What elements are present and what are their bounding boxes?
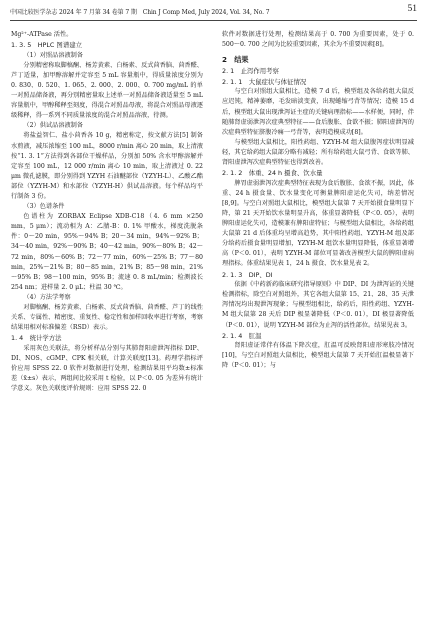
section-heading-2-1-1: 2. 1. 1 大鼠症状与体征情况 xyxy=(222,77,307,86)
subheading-reference-solution: （1）对照品溶液制备 xyxy=(23,51,84,59)
paragraph-symptoms-a: 与空白对照组大鼠相比，造模 7 d 后，模型组及各给药组大鼠反应迟钝，精神萎靡，毛发暗淡变黄，出现蜷缩弓背等情况；造模 15 d 后，模型组大鼠出现泄泻证主症的关键病理指标——水样便，同时，伴随肺肾虚弱泄泻次症典型特征——食后腹胀、食欲不振；肺阳虚泄泻的次症典型特征脐腹冷痛一弓背等，表明造模成功[8]。 xyxy=(222,88,414,136)
paragraph-anal-temperature: 肾阳虚证常伴有体温下降次症，肛温可反映肾阳虚形寒肢冷情况[10]，与空白对照组大鼠相比，模型组大鼠第 7 天开始肛温极显著下降（P＜0. 01）；与 xyxy=(222,342,414,370)
paragraph-mg-atpase: Mg²⁺-ATPase 活性。 xyxy=(11,31,73,38)
section-heading-2-1: 2. 1 止泻作用考察 xyxy=(222,67,279,76)
paragraph-methodology: 对脚槁酮、杨芳黄素、白杨素、反式茴香脑、茴香醛、芦丁的线性关系、专属性、精密度、重复性、稳定性和加样回收率进行考察，考察结果用相对标准偏差（RSD）表示。 xyxy=(11,304,203,332)
page-number: 51 xyxy=(407,4,417,14)
subheading-chromatography: （3）色谱条件 xyxy=(23,203,65,211)
section-heading-2-1-2: 2. 1. 2 体重、24 h 摄食、饮水量 xyxy=(222,169,323,178)
paragraph-test-solution: 将盐益智仁、盐小茴香各 10 g，精密称定，按文献方法[5] 制备水煎液，减压浓缩至 100 mL，8000 r/min 离心 20 min，取上清液按“1. 3. 1”方法得到各部位干燥样品，分别加 50% 含水甲醇溶解并定容至 100 mL，12 000 r/min 离心 10 min，取上清液过 0. 22 μm 微孔滤膜，即分别得到 YZYH 石油醚部位（YZYH-L）、乙酸乙酯部位（YZYH-M）和水部位（YZYH-H）供试品溶液。每个样品均平行制备 3 份。 xyxy=(11,132,203,200)
journal-citation: 中国比较医学杂志 2024 年 7 月第 34 卷第 7 期 Chin J Comp Med, July 2024, Vol. 34, No. 7 xyxy=(10,9,270,16)
paragraph-statistics-continued: 软件对数据进行处理，检测结果高于 0. 700 为重要因素，处于 0. 500～0. 700 之间为比较重要因素，其余为不重要因素[8]。 xyxy=(222,31,414,49)
section-heading-2-1-3: 2. 1. 3 DIP、DI xyxy=(222,270,273,279)
right-column xyxy=(222,30,414,372)
section-heading-1-3-5: 1. 3. 5 HPLC 图谱建立 xyxy=(11,41,82,50)
running-header xyxy=(10,4,417,21)
subheading-methodology: （4）方法学考察 xyxy=(23,293,71,301)
section-heading-2-results: 2 结果 xyxy=(222,55,249,65)
left-column xyxy=(11,30,203,394)
paragraph-statistics: 采用灰色关联法，将分析样品分别与其肺肾阳虚泄泻指标 DIP、DI、NOS、cGMP、CPK 相关联，计算关联度[13]。药理学指标评价应用 SPSS 22. 0 软件对数据进行处理，检测结果用平均数±标准差（x̄±s）表示，两组间比较采用 t 检验，以 P＜0. 05 为差异有统计学意义。灰色关联度评价规则：应用 SPSS 22. 0 xyxy=(11,344,203,393)
paragraph-weight-intake: 脾胃虚弱泄泻次症典型特征表现为食后腹胀、食欲不振，因此，体重、24 h 摄食量、饮水量变化可衡量脾阳虚运化失司，纳差情况[8,9]。与空白对照组大鼠相比，模型组大鼠第 7 天开始摄食量明显下降，第 21 天开始饮水量明显升高，体重显著降低（P＜0. 05），表明脾阳虚运化失司，造模兼有脾阳虚特征；与模型组大鼠相比，各给药组大鼠第 21 d 后体重均呈增高趋势，其中阳性药组、YZYH-M 组及部分给药后摄食量明显增加，YZYH-M 组饮水量明显降低，体重显著增高（P＜0. 01），表明 YZYH-M 部位可显著改善模型大鼠的脾阳虚病理指标。体重结果见表 1，24 h 摄食、饮水量见表 2。 xyxy=(222,179,414,268)
paragraph-symptoms-b: 与模型组大鼠相比，阳性药组、YZYH-M 组大鼠腹泻症状明显减轻，其它给药组大鼠部分略有减轻；所有给药组大鼠弓背、食欲等肺、肾阳虚泄泻次症典型特征也得到改善。 xyxy=(222,138,414,167)
section-heading-2-1-4: 2. 1. 4 肛温 xyxy=(222,331,262,340)
paragraph-chromatography: 色谱柱为 ZORBAX Eclipse XDB-C18（4. 6 mm ×250 mm，5 μm）；流动相为 A：乙腈-B：0. 1% 甲酸水，梯度洗脱条件：0～20 min，95%～94% B；20～34 min，94%～92% B；34～40 min，92%～90% B；40～42 min，90%～80% B；42～72 min，80%～60% B；72～77 min，60%～25% B；77～80 min，25%～21% B；80～85 min，21% B；85～98 min，21%～95% B；98～100 min，95% B；流速 0. 8 mL/min；检测波长 254 nm；进样量 2. 0 μL；柱温 30 ℃。 xyxy=(11,213,203,291)
paragraph-dip-di: 依据《中药新药临床研究指导原则》中 DIP、DI 为泄泻证的关键检测指标，除空白对照组外，其它各组大鼠第 15、21、28、35 天泄泻情况均出现泄泻现象；与模型组相比，给药后，阳性药组、YZYH-M 组大鼠第 28 天后 DIP 极显著降低（P＜0. 01），DI 极显著降低（P＜0. 01），说明 YZYH-M 部位为止泻的活性部位。结果见表 3。 xyxy=(222,281,414,329)
paragraph-reference-solution: 分别精密称取脚槁酮、杨芳黄素、白杨素、反式茴香脑、茴香醛、芦丁适量，加甲醇溶解并定容至 5 mL 容量瓶中，得质量浓度分别为 0. 830、0. 520、1. 065、2. 000、2. 000、0. 700 mg/mL 的单一对照品储备液，再分别精密量取上述单一对照品储备液适量至 5 mL 容量瓶中，甲醇稀释至刻度，得混合对照品母液，将混合对照品母液逐级稀释，得一系列不同质量浓度的混合对照品溶液，待测。 xyxy=(11,61,203,120)
subheading-test-solution: （2）供试品溶液制备 xyxy=(23,122,84,130)
section-heading-1-4: 1. 4 统计学方法 xyxy=(11,334,62,343)
